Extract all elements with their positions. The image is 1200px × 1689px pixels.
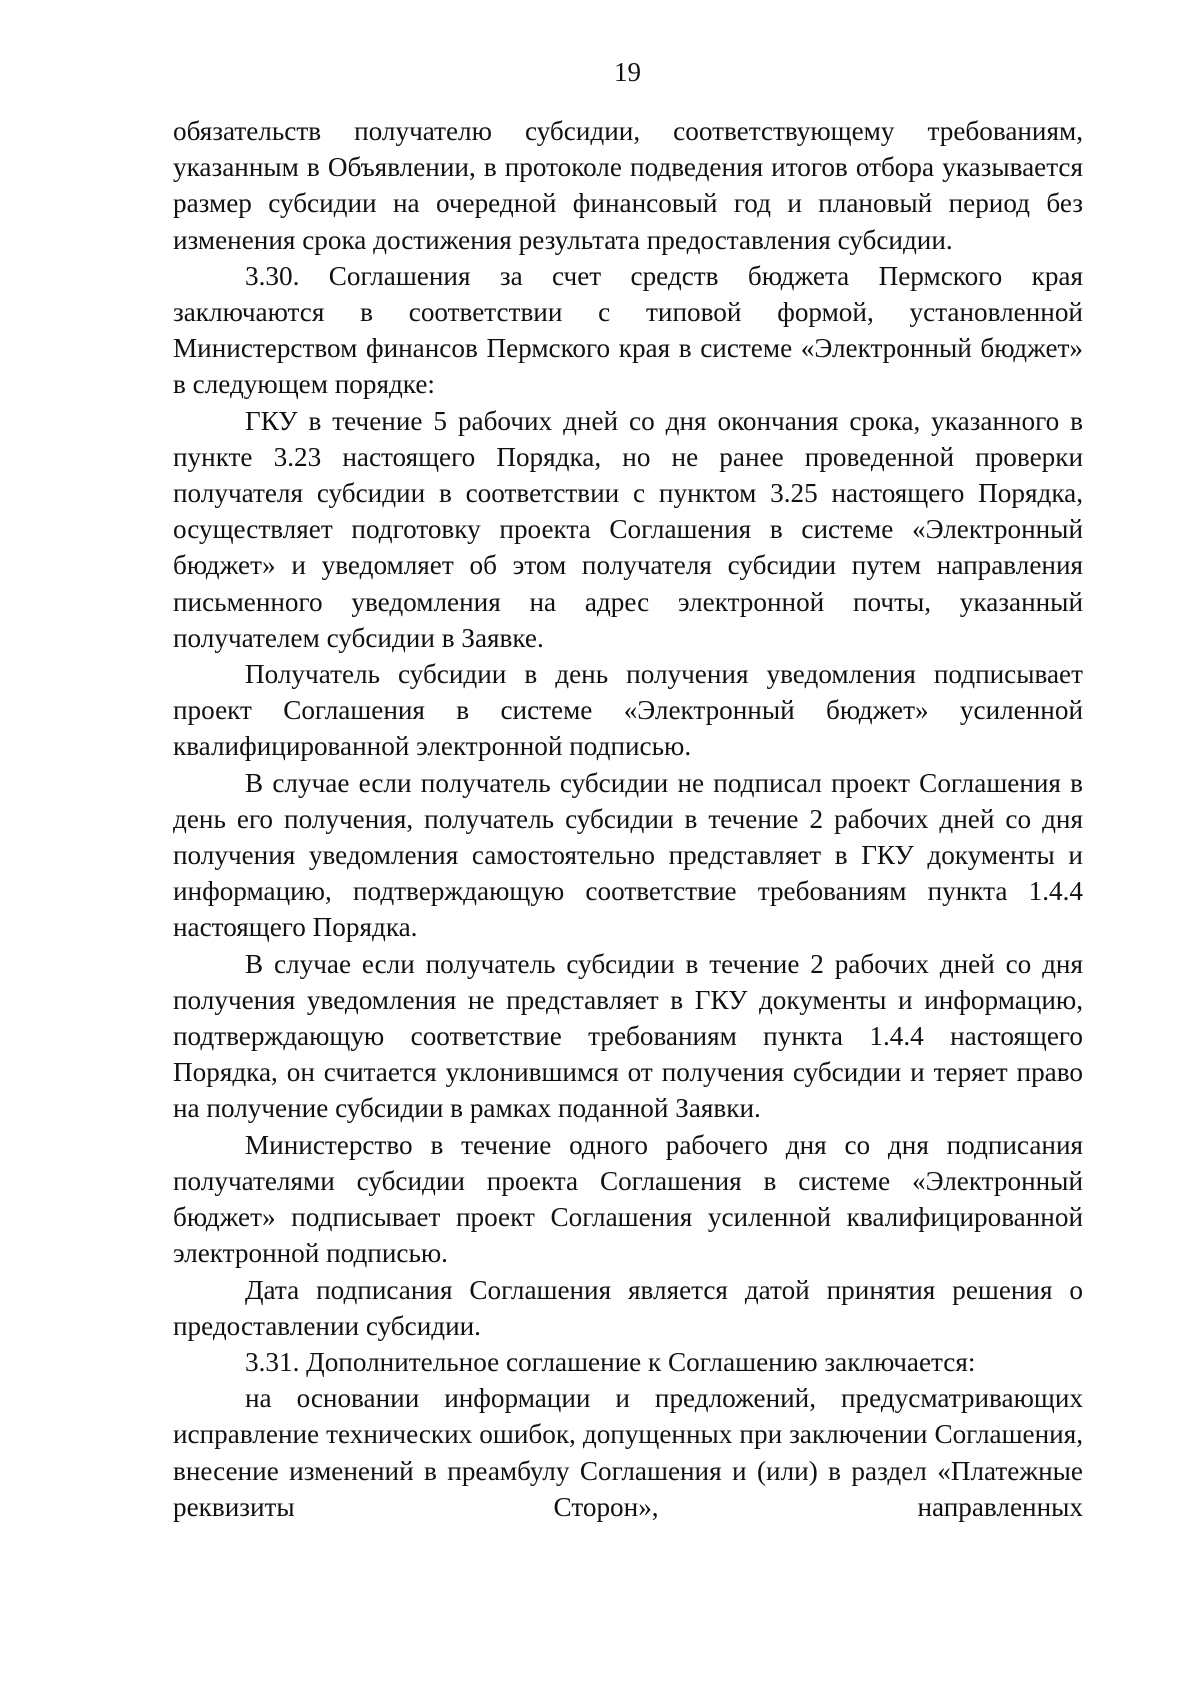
paragraph-signing-date: Дата подписания Соглашения является датой принятия решения о предоставлении субсидии. — [173, 1274, 1083, 1341]
paragraph-gku-preparation: ГКУ в течение 5 рабочих дней со дня окончания срока, указанного в пункте 3.23 настоящего Порядка, но не ранее проведенной проверки получателя субсидии в соответствии с пунктом 3.25 настоящего Порядка, осуществляет подготовку проекта Соглашения в системе «Электронный бюджет» и уведомляет об этом получателя субсидии путем направления письменного уведомления на адрес электронной почты, указанный получателем субсидии в Заявке. — [173, 405, 1083, 653]
page-number: 19 — [614, 57, 641, 87]
paragraph-not-signed: В случае если получатель субсидии не подписал проект Соглашения в день его получения, получатель субсидии в течение 2 рабочих дней со дня получения уведомления самостоятельно представляет в ГКУ документы и информацию, подтверждающую соответствие требованиям пункта 1.4.4 настоящего Порядка. — [173, 767, 1083, 943]
paragraph-3-31: 3.31. Дополнительное соглашение к Соглашению заключается: — [245, 1346, 976, 1377]
paragraph-ministry-signs: Министерство в течение одного рабочего дня со дня подписания получателями субсидии проекта Соглашения в системе «Электронный бюджет» подписывает проект Соглашения усиленной квалифицированной электронной подписью. — [173, 1129, 1083, 1269]
paragraph-continuation: обязательств получателю субсидии, соответствующему требованиям, указанным в Объявлении, в протоколе подведения итогов отбора указывается размер субсидии на очередной финансовый год и плановый период без изменения срока достижения результата предоставления субсидии. — [173, 116, 1083, 255]
paragraph-evaded: В случае если получатель субсидии в течение 2 рабочих дней со дня получения уведомления не представляет в ГКУ документы и информацию, подтверждающую соответствие требованиям пункта 1.4.4 настоящего Порядка, он считается уклонившимся от получения субсидии и теряет право на получение субсидии в рамках поданной Заявки. — [173, 948, 1083, 1124]
paragraph-recipient-signs: Получатель субсидии в день получения уведомления подписывает проект Соглашения в системе «Электронный бюджет» усиленной квалифицированной электронной подписью. — [173, 659, 1083, 762]
document-body — [173, 113, 1083, 1525]
paragraph-3-30: 3.30. Соглашения за счет средств бюджета Пермского края заключаются в соответствии с типовой формой, установленной Министерством финансов Пермского края в системе «Электронный бюджет» в следующем порядке: — [173, 260, 1083, 400]
paragraph-basis: на основании информации и предложений, предусматривающих исправление технических ошибок, допущенных при заключении Соглашения, внесение изменений в преамбулу Соглашения и (или) в раздел «Платежные реквизиты Сторон», направленных — [173, 1383, 1083, 1522]
